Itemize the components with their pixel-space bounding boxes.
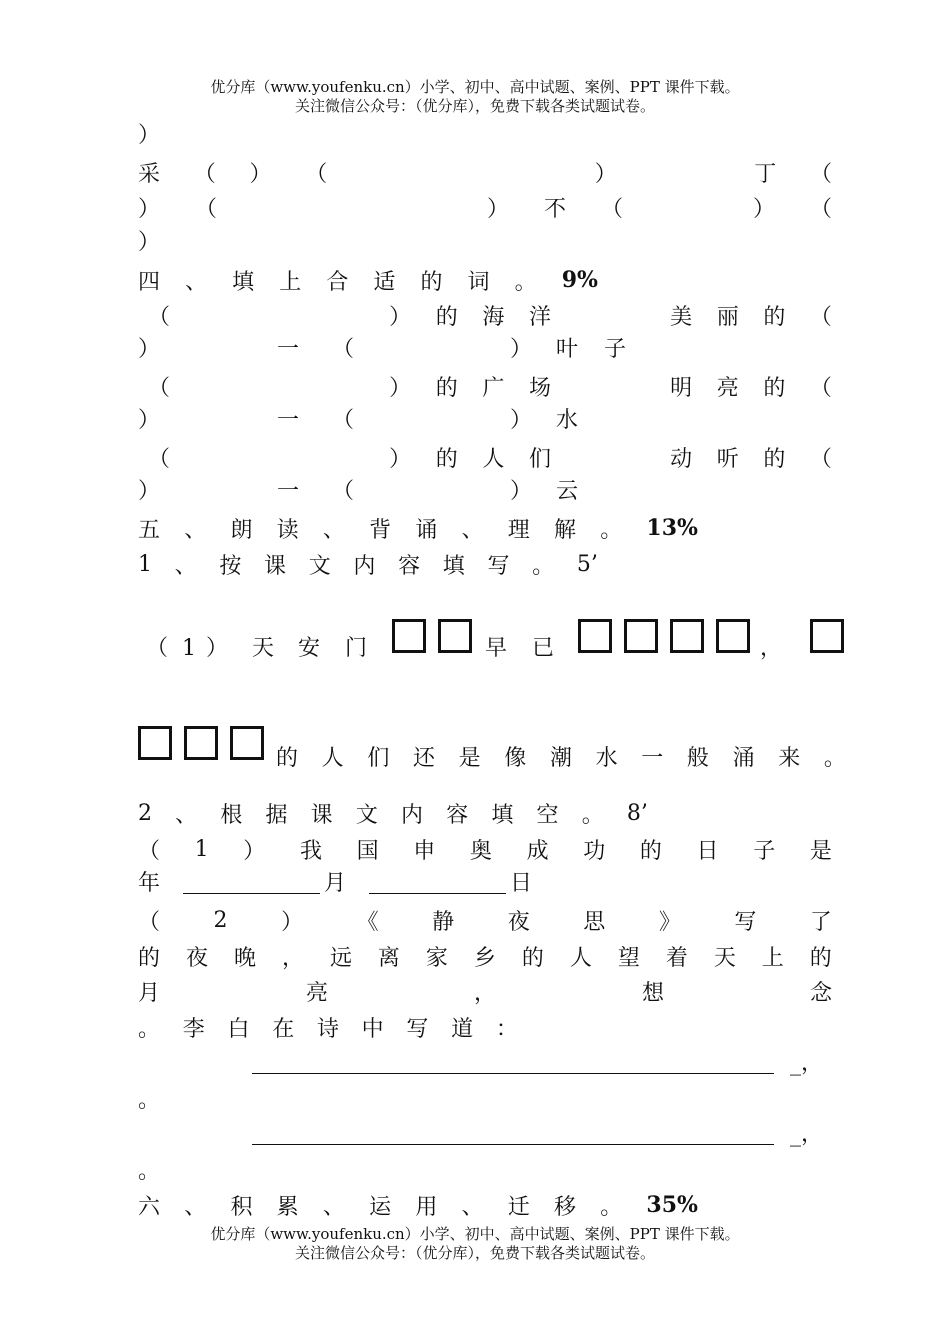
s5-q2-1-c9: 的 xyxy=(639,838,662,864)
s5-q2-score: 8’ xyxy=(626,800,648,826)
s5-q1-1-c2: ） xyxy=(206,636,229,661)
s5-q1-1-t5: 像 xyxy=(504,745,527,771)
s5-q2-1-c7: 成 xyxy=(526,838,549,864)
s5-title-c7: 、 xyxy=(461,517,484,543)
s5-title-c10: 。 xyxy=(600,517,623,543)
s5-q2-2b-c3: ， xyxy=(281,945,304,971)
answer-box-2[interactable] xyxy=(438,619,472,653)
s5-q1-score: 5’ xyxy=(576,551,598,577)
s6-score: 35% xyxy=(646,1192,698,1218)
s4-r1-c6: 丽 xyxy=(716,304,739,330)
s5-q2-1-c12: 是 xyxy=(809,838,832,864)
s5-q1-title xyxy=(138,549,598,579)
answer-box-6[interactable] xyxy=(716,619,750,653)
s4-title-c2: 填 xyxy=(232,269,255,295)
s5-q2-2a xyxy=(138,905,832,935)
s5-q2-title xyxy=(138,798,648,828)
s5-q1-1-t11: 来 xyxy=(778,745,801,771)
s6-title-c1: 、 xyxy=(184,1194,207,1220)
s5-score: 13% xyxy=(646,515,698,541)
s5-q2-2d-c4: 诗 xyxy=(316,1016,339,1042)
s4-r6-c4: 云 xyxy=(556,479,579,504)
s6-title-c0: 六 xyxy=(138,1194,161,1220)
s5-q1-1-t1: 人 xyxy=(321,745,344,771)
blank-day[interactable] xyxy=(369,893,506,894)
s5-q2-c0: 2 xyxy=(138,800,152,826)
s5-q1-c5: 内 xyxy=(353,553,376,579)
s3-l2-c3: 不 xyxy=(543,196,566,222)
s4-r4-c3: ） xyxy=(510,408,533,433)
s5-q1-1-comma: ， xyxy=(760,636,783,661)
s4-row1 xyxy=(138,300,832,330)
s5-q1-1-t9: 般 xyxy=(686,745,709,771)
s5-q2-2d-c2: 白 xyxy=(227,1016,250,1042)
s5-q1-1-t3: 还 xyxy=(412,745,435,771)
s5-q2-1-c3: 我 xyxy=(299,838,322,864)
s5-q2-2b-c0: 的 xyxy=(138,945,161,971)
s6-title-c2: 积 xyxy=(230,1194,253,1220)
s5-q2-2d-c0: 。 xyxy=(138,1016,161,1042)
s5-q2-2a-c3: 《 xyxy=(356,909,379,935)
s6-title-c8: 迁 xyxy=(507,1194,530,1220)
s4-r5-c6: 听 xyxy=(716,446,739,472)
s5-q2-2c-c1: 亮 xyxy=(305,980,328,1006)
s5-q2-c3: 据 xyxy=(265,802,288,828)
s5-q2-2b-c5: 离 xyxy=(377,945,400,971)
s4-r3-c2: 的 xyxy=(435,375,458,401)
s3-l1-c3: （ xyxy=(305,161,328,187)
blank-month[interactable] xyxy=(183,893,320,894)
s5-q1-1-t4: 是 xyxy=(458,745,481,771)
s5-q2-2a-c0: （ xyxy=(138,909,161,935)
s3-line0: ） xyxy=(138,123,161,148)
s4-score: 9% xyxy=(561,267,598,293)
s5-q2-1-c10: 日 xyxy=(696,838,719,864)
s4-r4-c2: （ xyxy=(332,408,355,433)
s5-q2-2c-c3: 想 xyxy=(641,980,664,1006)
s5-q2-2b-c14: 的 xyxy=(809,945,832,971)
s6-title-c7: 、 xyxy=(461,1194,484,1220)
s4-r6-c0: ） xyxy=(138,479,161,504)
s4-row5 xyxy=(138,442,832,472)
s5-q2-2a-c5: 夜 xyxy=(507,909,530,935)
s4-r5-c8: （ xyxy=(809,446,832,472)
s3-l1-c4: ） xyxy=(594,161,617,187)
s5-q2-2c-c4: 念 xyxy=(809,980,832,1006)
s5-q2-1-c6: 奥 xyxy=(469,838,492,864)
s5-q2-1-c4: 国 xyxy=(356,838,379,864)
s5-q2-1-c1: 1 xyxy=(194,836,209,862)
s5-q2-2b-c7: 乡 xyxy=(473,945,496,971)
s5-q2-2a-c4: 静 xyxy=(432,909,455,935)
s5-q2-2d-c3: 在 xyxy=(272,1016,295,1042)
s4-title-c8: 。 xyxy=(514,269,537,295)
s5-q2-1-ri: 日 xyxy=(510,871,533,896)
s5-title-c0: 五 xyxy=(138,517,161,543)
s6-title-c9: 移 xyxy=(553,1194,576,1220)
s5-q2-2d-c7: 道 xyxy=(451,1016,474,1042)
s4-r6-c2: （ xyxy=(332,479,355,504)
s3-l2-c6: （ xyxy=(809,196,832,222)
s5-q1-c1: 、 xyxy=(174,553,197,579)
s5-q2-c5: 文 xyxy=(355,802,378,828)
s5-q1-1-tail xyxy=(276,741,846,771)
s4-r6-c1: 一 xyxy=(277,479,300,504)
s5-title-c1: 、 xyxy=(184,517,207,543)
s3-l1-c1: （ xyxy=(193,161,216,187)
s5-q2-2b-c6: 家 xyxy=(425,945,448,971)
answer-box-3[interactable] xyxy=(578,619,612,653)
s5-q2-2b-c4: 远 xyxy=(329,945,352,971)
s4-r1-c7: 的 xyxy=(763,304,786,330)
s5-q1-1-t12: 。 xyxy=(823,745,846,771)
s5-title xyxy=(138,513,698,543)
s4-r5-c5: 动 xyxy=(670,446,693,472)
s5-q1-c3: 课 xyxy=(264,553,287,579)
s5-q2-c1: 、 xyxy=(175,802,198,828)
s5-q2-1-c5: 申 xyxy=(413,838,436,864)
s4-title-c4: 合 xyxy=(326,269,349,295)
s5-q1-1-t0: 的 xyxy=(276,745,299,771)
s3-l2-c0: ） xyxy=(138,196,161,222)
s3-l1-c0: 采 xyxy=(138,161,161,187)
s5-title-c5: 背 xyxy=(369,517,392,543)
answer-box-5[interactable] xyxy=(670,619,704,653)
s4-r1-c8: （ xyxy=(809,304,832,330)
s4-r2-c0: ） xyxy=(138,337,161,362)
s5-q2-2b-c8: 的 xyxy=(521,945,544,971)
blank-poem-line1[interactable] xyxy=(252,1073,774,1074)
s5-q1-1-c1: 1 xyxy=(182,636,196,661)
s5-q1-1-yi: 已 xyxy=(532,636,555,661)
s5-q2-1 xyxy=(138,834,832,864)
s5-title-c2: 朗 xyxy=(230,517,253,543)
s6-title xyxy=(138,1190,698,1220)
s3-l2-c4: （ xyxy=(600,196,623,222)
s6-title-c3: 累 xyxy=(276,1194,299,1220)
s4-r1-c1: ） xyxy=(389,304,412,330)
s4-title xyxy=(138,265,598,295)
s4-title-c5: 适 xyxy=(373,269,396,295)
s3-l2-c1: （ xyxy=(195,196,218,222)
s5-q2-c6: 内 xyxy=(401,802,424,828)
s5-q2-c10: 。 xyxy=(581,802,604,828)
s5-q2-c7: 容 xyxy=(446,802,469,828)
s3-line2 xyxy=(138,192,832,222)
s4-r5-c4: 们 xyxy=(528,446,551,472)
answer-box-7[interactable] xyxy=(810,619,844,653)
s4-r6-c3: ） xyxy=(510,479,533,504)
s3-l1-c5: 丁 xyxy=(754,161,777,187)
s4-r2-c4: 叶 xyxy=(556,337,579,362)
s4-r5-c0: （ xyxy=(148,446,171,472)
s5-q2-2b-c2: 晚 xyxy=(233,945,256,971)
s5-q2-2d-c8: ： xyxy=(495,1016,518,1042)
poem-line1-period: 。 xyxy=(138,1088,161,1113)
answer-box-9[interactable] xyxy=(184,726,218,760)
s3-line1 xyxy=(138,157,832,187)
s4-r5-c3: 人 xyxy=(482,446,505,472)
page-footer-line1: 优分库（www.youfenku.cn）小学、初中、高中试题、案例、PPT 课件下载。 xyxy=(210,1225,740,1243)
s5-q2-1-c11: 子 xyxy=(753,838,776,864)
s4-title-c1: 、 xyxy=(185,269,208,295)
s4-title-c7: 词 xyxy=(467,269,490,295)
s4-r2-c1: 一 xyxy=(277,337,300,362)
s5-title-c6: 诵 xyxy=(415,517,438,543)
s4-r3-c5: 明 xyxy=(670,375,693,401)
s5-q2-c8: 填 xyxy=(491,802,514,828)
s4-r3-c0: （ xyxy=(148,375,171,401)
poem-line2-tail: _， xyxy=(790,1122,824,1147)
s5-q2-2c-c0: 月 xyxy=(138,980,161,1006)
s6-title-c6: 用 xyxy=(415,1194,438,1220)
poem-line2-period: 。 xyxy=(138,1159,161,1184)
s5-q2-c9: 空 xyxy=(536,802,559,828)
s5-q2-2a-c7: 》 xyxy=(658,909,681,935)
answer-box-8[interactable] xyxy=(138,726,172,760)
s6-title-c5: 运 xyxy=(369,1194,392,1220)
s5-q1-1-t8: 一 xyxy=(641,745,664,771)
s5-title-c3: 读 xyxy=(276,517,299,543)
s5-q1-1-c0: （ xyxy=(146,636,169,661)
s4-r4-c4: 水 xyxy=(556,408,579,433)
s6-title-c10: 。 xyxy=(600,1194,623,1220)
s5-q1-1-c5: 门 xyxy=(345,636,368,661)
s4-r3-c7: 的 xyxy=(763,375,786,401)
s5-q2-1-c0: （ xyxy=(138,838,161,864)
s5-q1-1-c3: 天 xyxy=(252,636,275,661)
s4-title-c0: 四 xyxy=(138,269,161,295)
s5-q1-1-t10: 涌 xyxy=(732,745,755,771)
s5-q2-2a-c1: 2 xyxy=(213,907,228,933)
s5-q2-2d-c1: 李 xyxy=(182,1016,205,1042)
s4-r1-c5: 美 xyxy=(670,304,693,330)
s3-l1-c2: ） xyxy=(249,161,272,187)
s5-q2-c4: 课 xyxy=(310,802,333,828)
s5-q2-2b-c10: 望 xyxy=(617,945,640,971)
answer-box-10[interactable] xyxy=(230,726,264,760)
s3-l1-c6: （ xyxy=(809,161,832,187)
page-footer-line2: 关注微信公众号：（优分库），免费下载各类试题试卷。 xyxy=(294,1244,655,1262)
s3-line3: ） xyxy=(138,230,161,255)
s5-q2-2a-c6: 思 xyxy=(583,909,606,935)
s5-q1-1-zao: 早 xyxy=(485,636,508,661)
s5-q1-c6: 容 xyxy=(398,553,421,579)
s4-row3 xyxy=(138,371,832,401)
s5-q2-2b-c9: 人 xyxy=(569,945,592,971)
blank-poem-line2[interactable] xyxy=(252,1144,774,1145)
s5-q2-1-yue: 月 xyxy=(324,871,347,896)
answer-box-4[interactable] xyxy=(624,619,658,653)
s5-q2-1-c2: ） xyxy=(243,838,266,864)
s4-r3-c1: ） xyxy=(389,375,412,401)
s4-r4-c0: ） xyxy=(138,408,161,433)
s5-q1-c4: 文 xyxy=(308,553,331,579)
s5-q2-2c-c2: ， xyxy=(473,980,496,1006)
s5-q2-2a-c8: 写 xyxy=(734,909,757,935)
s5-q1-c9: 。 xyxy=(532,553,555,579)
s5-q2-2d-c6: 写 xyxy=(406,1016,429,1042)
s5-q2-2b xyxy=(138,941,832,971)
s5-q1-1-t7: 水 xyxy=(595,745,618,771)
s4-r1-c2: 的 xyxy=(435,304,458,330)
s5-q1-1-c4: 安 xyxy=(298,636,321,661)
poem-line1-tail: _， xyxy=(790,1051,824,1076)
s5-q2-2b-c13: 上 xyxy=(761,945,784,971)
s5-q2-2d-c5: 中 xyxy=(361,1016,384,1042)
s4-r3-c3: 广 xyxy=(482,375,505,401)
s5-title-c8: 理 xyxy=(507,517,530,543)
s4-r3-c6: 亮 xyxy=(716,375,739,401)
s5-q2-1-c8: 功 xyxy=(583,838,606,864)
s6-title-c4: 、 xyxy=(322,1194,345,1220)
s4-title-c3: 上 xyxy=(279,269,302,295)
s4-r2-c3: ） xyxy=(510,337,533,362)
s4-r3-c8: （ xyxy=(809,375,832,401)
s4-r1-c3: 海 xyxy=(482,304,505,330)
s5-q2-2c xyxy=(138,976,832,1006)
s5-title-c4: 、 xyxy=(322,517,345,543)
s5-q2-2a-c9: 了 xyxy=(809,909,832,935)
s4-r2-c5: 子 xyxy=(604,337,627,362)
s4-r1-c4: 洋 xyxy=(528,304,551,330)
answer-box-1[interactable] xyxy=(392,619,426,653)
page-header-line1: 优分库（www.youfenku.cn）小学、初中、高中试题、案例、PPT 课件下载。 xyxy=(210,78,740,96)
s4-r2-c2: （ xyxy=(332,337,355,362)
s5-q2-2b-c1: 夜 xyxy=(185,945,208,971)
page-header-line2: 关注微信公众号：（优分库），免费下载各类试题试卷。 xyxy=(294,97,655,115)
s5-q2-2d xyxy=(138,1012,518,1042)
s4-r5-c2: 的 xyxy=(435,446,458,472)
s5-q2-1-nian: 年 xyxy=(138,871,161,896)
s5-q2-2b-c11: 着 xyxy=(665,945,688,971)
s5-q2-c2: 根 xyxy=(220,802,243,828)
s5-q1-c8: 写 xyxy=(487,553,510,579)
s4-r4-c1: 一 xyxy=(277,408,300,433)
s3-l2-c5: ） xyxy=(752,196,775,222)
s4-r3-c4: 场 xyxy=(528,375,551,401)
s5-q1-c2: 按 xyxy=(219,553,242,579)
s3-l2-c2: ） xyxy=(486,196,509,222)
s4-r1-c0: （ xyxy=(148,304,171,330)
s5-title-c9: 解 xyxy=(553,517,576,543)
s5-q1-1-t6: 潮 xyxy=(549,745,572,771)
s5-q1-c7: 填 xyxy=(442,553,465,579)
s5-q2-2b-c12: 天 xyxy=(713,945,736,971)
s5-q1-1-t2: 们 xyxy=(367,745,390,771)
s4-title-c6: 的 xyxy=(420,269,443,295)
s4-r5-c7: 的 xyxy=(763,446,786,472)
s4-r5-c1: ） xyxy=(389,446,412,472)
s5-q2-2a-c2: ） xyxy=(281,909,304,935)
s5-q1-c0: 1 xyxy=(138,551,152,577)
